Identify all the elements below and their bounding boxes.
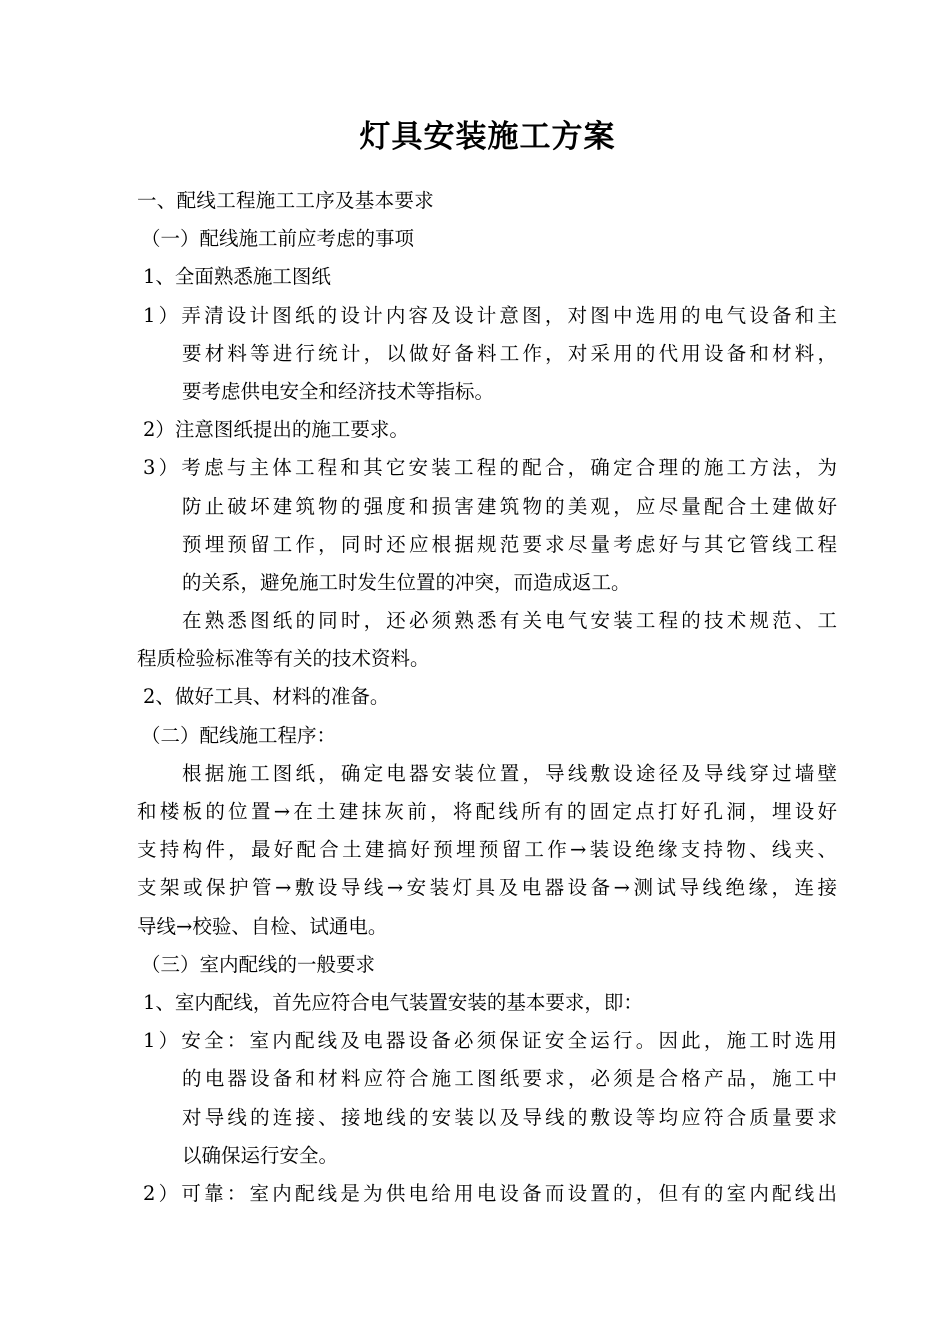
numbered-item: 1、室内配线，首先应符合电气装置安装的基本要求，即： <box>143 990 643 1014</box>
list-item: 2）可靠：室内配线是为供电给用电设备而设置的，但有的室内配线出 <box>143 1181 837 1205</box>
list-item: 2）注意图纸提出的施工要求。 <box>143 418 409 442</box>
list-item-continuation: 的电器设备和材料应符合施工图纸要求，必须是合格产品，施工中 <box>182 1067 837 1091</box>
paragraph-line: 支持构件，最好配合土建搞好预埋预留工作→装设绝缘支持物、线夹、 <box>137 838 837 862</box>
list-item: 1）安全：室内配线及电器设备必须保证安全运行。因此，施工时选用 <box>143 1029 837 1053</box>
list-item-continuation: 要材料等进行统计，以做好备料工作，对采用的代用设备和材料， <box>182 341 837 365</box>
list-item-continuation: 以确保运行安全。 <box>182 1143 339 1167</box>
subsection-heading: （二）配线施工程序： <box>141 723 337 747</box>
paragraph-line: 程质检验标准等有关的技术资料。 <box>137 647 430 671</box>
numbered-item: 2、做好工具、材料的准备。 <box>143 685 390 709</box>
paragraph-line: 和楼板的位置→在土建抹灰前，将配线所有的固定点打好孔洞，埋设好 <box>137 800 837 823</box>
numbered-item: 1、全面熟悉施工图纸 <box>143 265 331 289</box>
paragraph-line: 根据施工图纸，确定电器安装位置，导线敷设途径及导线穿过墙壁 <box>182 761 837 785</box>
list-item-continuation: 的关系，避免施工时发生位置的冲突，而造成返工。 <box>182 570 631 594</box>
list-item: 3）考虑与主体工程和其它安装工程的配合，确定合理的施工方法，为 <box>143 456 837 480</box>
subsection-heading: （一）配线施工前应考虑的事项 <box>141 227 415 251</box>
document-title: 灯具安装施工方案 <box>359 119 616 155</box>
list-item-continuation: 要考虑供电安全和经济技术等指标。 <box>182 379 495 403</box>
document-body <box>137 182 837 1213</box>
list-item: 1）弄清设计图纸的设计内容及设计意图，对图中选用的电气设备和主 <box>143 303 837 327</box>
paragraph-line: 在熟悉图纸的同时，还必须熟悉有关电气安装工程的技术规范、工 <box>182 609 837 633</box>
paragraph-line: 支架或保护管→敷设导线→安装灯具及电器设备→测试导线绝缘，连接 <box>137 876 837 900</box>
list-item-continuation: 防止破坏建筑物的强度和损害建筑物的美观，应尽量配合土建做好 <box>182 494 837 518</box>
list-item-continuation: 预埋预留工作，同时还应根据规范要求尽量考虑好与其它管线工程 <box>182 532 837 556</box>
list-item-continuation: 对导线的连接、接地线的安装以及导线的敷设等均应符合质量要求 <box>182 1105 837 1129</box>
subsection-heading: （三）室内配线的一般要求 <box>141 952 376 976</box>
paragraph-line: 导线→校验、自检、试通电。 <box>137 914 388 938</box>
section-heading: 一、配线工程施工工序及基本要求 <box>137 189 435 212</box>
